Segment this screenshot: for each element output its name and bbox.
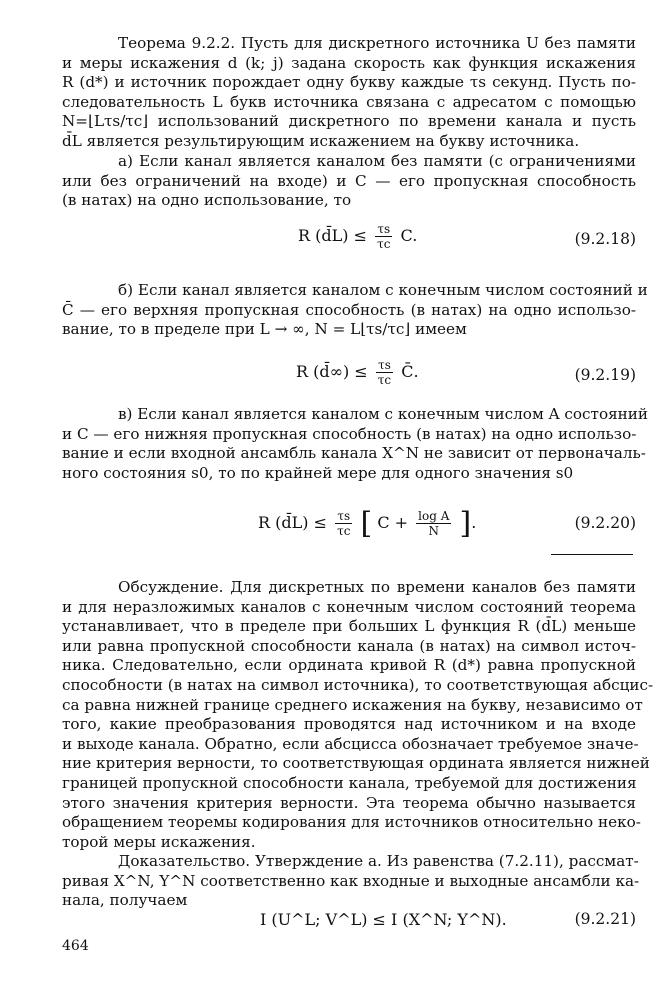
- eq-log-fraction: $\frac{\text{log A}}{N}$: [418, 509, 450, 538]
- left-bracket: [: [360, 506, 373, 541]
- eq-rhs: C.: [400, 226, 418, 245]
- discussion-line: этого значения критерия верности. Эта теорема обычно называется: [62, 793, 636, 812]
- equation-9-2-20: R (d̄L) ≤ $\frac{\tau s}{\tau c}$ [ C + $\frac{\text{log A}}{N}$ ]. (9.2.20): [258, 506, 636, 541]
- proof-line: Доказательство. Утверждение а. Из равенства (7.2.11), рассмат-: [118, 852, 639, 870]
- discussion-line: ние критерия верности, то соответствующая ордината является нижней: [62, 754, 650, 773]
- part-c-line: ного состояния s0, то по крайней мере для одного значения s0: [62, 463, 574, 482]
- theorem-line: N=⌊Lτs/τc⌋ использований дискретного по времени канала и пусть: [62, 112, 636, 131]
- eq-fraction: $\frac{\tau s}{\tau c}$: [377, 222, 391, 251]
- part-a-line: или без ограничений на входе) и C — его пропускная способность: [62, 171, 636, 190]
- discussion-line: Обсуждение. Для дискретных по времени каналов без памяти: [118, 578, 636, 596]
- equation-9-2-18: [62, 218, 636, 258]
- discussion-paragraph: [62, 578, 654, 852]
- part-c-line: и C — его нижняя пропускная способность (в натах) на одно использо-: [62, 424, 637, 443]
- eq-lhs: R (d̄∞) ≤: [296, 362, 368, 381]
- eq-rhs: C̄.: [401, 362, 419, 381]
- equation-number: (9.2.19): [574, 366, 636, 384]
- equation-9-2-21: [62, 906, 636, 936]
- part-c-line: вание и если входной ансамбль канала X^N не зависит от первоначаль-: [62, 444, 646, 463]
- part-b-line: C̄ — его верхняя пропускная способность (в натах) на одно использо-: [62, 300, 636, 319]
- equation-number: (9.2.21): [574, 910, 636, 928]
- part-a-line: а) Если канал является каналом без памяти (с ограничениями: [118, 152, 636, 170]
- equation-9-2-19: [62, 354, 636, 394]
- discussion-line: торой меры искажения.: [62, 832, 256, 851]
- part-b-line: б) Если канал является каналом с конечным числом состояний и: [118, 281, 648, 299]
- discussion-line: и для неразложимых каналов с конечным числом состояний теорема: [62, 597, 636, 616]
- theorem-paragraph: [62, 34, 636, 152]
- eq-lhs: R (d̄L) ≤: [298, 226, 367, 245]
- discussion-line: границей пропускной способности канала, требуемой для достижения: [62, 773, 637, 792]
- proof-line: нала, получаем: [62, 891, 188, 910]
- discussion-line: того, какие преобразования проводятся над источником и на входе: [62, 715, 636, 734]
- discussion-line: и выходе канала. Обратно, если абсцисса обозначает требуемое значе-: [62, 734, 639, 753]
- theorem-line: R (d*) и источник порождает одну букву каждые τs секунд. Пусть по-: [62, 73, 636, 92]
- part-c-line: в) Если канал является каналом с конечным числом A состояний: [118, 405, 649, 423]
- end-of-theorem-rule: [551, 554, 633, 555]
- proof-line: ривая X^N, Y^N соответственно как входные и выходные ансамбли ка-: [62, 871, 640, 890]
- theorem-line: и меры искажения d (k; j) задана скорость как функция искажения: [62, 53, 636, 72]
- part-a-line: (в натах) на одно использование, то: [62, 191, 352, 210]
- eq-expr: I (U^L; V^L) ≤ I (X^N; Y^N).: [260, 910, 507, 929]
- proof-paragraph: [62, 852, 640, 911]
- eq-lhs: R (d̄L) ≤: [258, 513, 327, 532]
- discussion-line: са равна нижней границе среднего искажения на букву, независимо от: [62, 695, 643, 714]
- equation-number: (9.2.18): [574, 230, 636, 248]
- theorem-line: d̄L является результирующим искажением на букву источника.: [62, 131, 580, 150]
- discussion-line: ника. Следовательно, если ордината кривой R (d*) равна пропускной: [62, 656, 636, 675]
- part-a-paragraph: [62, 152, 636, 211]
- part-b-line: вание, то в пределе при L → ∞, N = L⌊τs/τc⌋ имеем: [62, 320, 467, 339]
- right-bracket: ]: [459, 506, 472, 541]
- part-b-paragraph: [62, 281, 648, 340]
- theorem-line: следовательность L букв источника связана с адресатом с помощью: [62, 92, 636, 111]
- eq-fraction: $\frac{\tau s}{\tau c}$: [337, 509, 351, 538]
- discussion-line: способности (в натах на символ источника), то соответствующая абсцис-: [62, 675, 654, 694]
- part-c-paragraph: [62, 405, 649, 483]
- discussion-line: или равна пропускной способности канала (в натах) на символ источ-: [62, 636, 636, 655]
- discussion-line: устанавливает, что в пределе при больших L функция R (d̄L) меньше: [62, 617, 636, 636]
- equation-number: (9.2.20): [574, 514, 636, 532]
- theorem-line: Теорема 9.2.2. Пусть для дискретного источника U без памяти: [118, 34, 636, 52]
- eq-fraction: $\frac{\tau s}{\tau c}$: [377, 358, 392, 387]
- discussion-line: обращением теоремы кодирования для источников относительно неко-: [62, 813, 641, 832]
- page-number: 464: [62, 938, 89, 954]
- eq-inner: C +: [377, 513, 409, 532]
